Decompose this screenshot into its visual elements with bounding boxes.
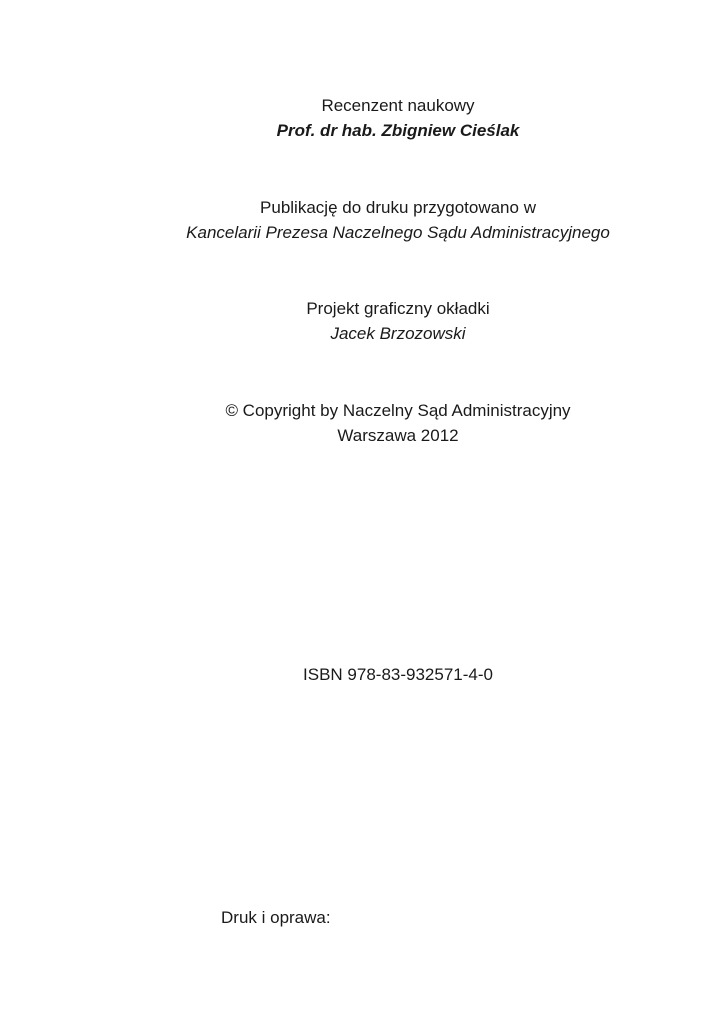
cover-design-label: Projekt graficzny okładki	[306, 299, 490, 318]
preparation-label: Publikację do druku przygotowano w	[260, 198, 536, 217]
printing-section	[221, 905, 331, 930]
preparation-institution: Kancelarii Prezesa Naczelnego Sądu Administracyjnego	[186, 223, 610, 242]
preparation-section	[0, 195, 722, 245]
isbn-number: ISBN 978-83-932571-4-0	[303, 665, 493, 684]
reviewer-name: Prof. dr hab. Zbigniew Cieślak	[276, 121, 520, 140]
reviewer-label: Recenzent naukowy	[321, 96, 475, 115]
cover-design-section	[0, 296, 722, 346]
cover-designer-name: Jacek Brzozowski	[330, 324, 466, 343]
printing-label: Druk i oprawa:	[221, 908, 331, 927]
copyright-section	[0, 398, 722, 448]
publication-place-year: Warszawa 2012	[337, 426, 459, 445]
reviewer-section	[0, 93, 722, 143]
isbn-section	[0, 662, 722, 687]
copyright-notice: © Copyright by Naczelny Sąd Administracyjny	[225, 401, 571, 420]
